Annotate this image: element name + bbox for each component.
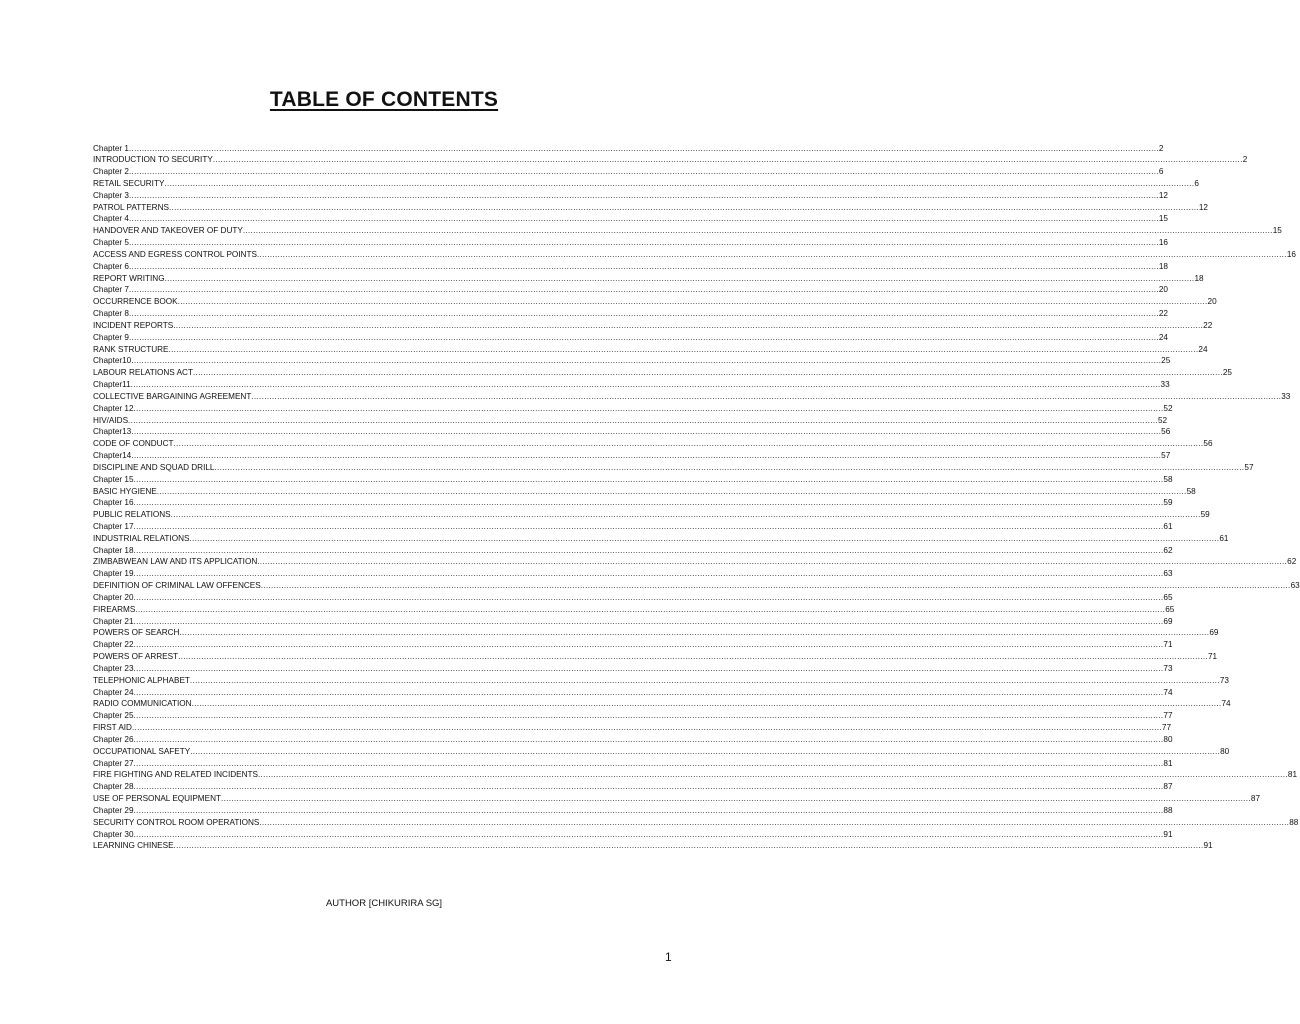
toc-entry-label: Chapter 18 [93, 545, 134, 555]
toc-entry-page: 15 [1272, 226, 1282, 236]
toc-entry-page: 71 [1207, 652, 1218, 662]
toc-entry-label: PATROL PATTERNS [93, 202, 169, 212]
toc-entry-page: 73 [1219, 675, 1229, 685]
toc-leader-dots: ................................................................................................................................................................................................................................................................................................................................................................................................................ [133, 758, 1164, 768]
toc-entry-page: 71 [1163, 640, 1173, 650]
toc-entry-page: 2 [1158, 143, 1164, 153]
toc-entry-page: 16 [1286, 249, 1296, 259]
toc-leader-dots: ................................................................................................................................................................................................................................................................................................................................................................................................................ [128, 143, 1159, 153]
toc-entry-page: 16 [1158, 238, 1168, 248]
toc-leader-dots: ................................................................................................................................................................................................................................................................................................................................................................................................................ [133, 592, 1164, 602]
toc-entry [93, 190, 1168, 202]
toc-leader-dots: ................................................................................................................................................................................................................................................................................................................................................................................................................ [192, 368, 1223, 378]
toc-entry-label: Chapter 5 [93, 238, 129, 248]
toc-entry-page: 24 [1158, 332, 1168, 342]
toc-entry [93, 143, 1164, 155]
toc-entry-page: 59 [1163, 498, 1173, 508]
toc-leader-dots: ................................................................................................................................................................................................................................................................................................................................................................................................................ [173, 320, 1204, 330]
toc-leader-dots: ................................................................................................................................................................................................................................................................................................................................................................................................................ [133, 663, 1164, 673]
toc-leader-dots: ................................................................................................................................................................................................................................................................................................................................................................................................................ [251, 391, 1282, 401]
toc-entry [93, 568, 1173, 580]
toc-entry-page: 59 [1200, 510, 1210, 520]
toc-entry [93, 675, 1229, 687]
toc-entry-label: HIV/AIDS [93, 415, 129, 425]
toc-entry-page: 6 [1194, 178, 1199, 188]
toc-entry-page: 18 [1158, 261, 1168, 271]
toc-leader-dots: ................................................................................................................................................................................................................................................................................................................................................................................................................ [133, 805, 1164, 815]
toc-entry [93, 202, 1208, 214]
toc-entry-page: 20 [1207, 297, 1217, 307]
toc-entry-label: Chapter 2 [93, 167, 129, 177]
toc-entry-label: Chapter14 [93, 451, 132, 461]
toc-entry-page: 80 [1163, 734, 1173, 744]
toc-entry-page: 69 [1209, 628, 1219, 638]
toc-entry-page: 91 [1203, 841, 1213, 851]
toc-leader-dots: ................................................................................................................................................................................................................................................................................................................................................................................................................ [189, 675, 1220, 685]
toc-entry-page: 2 [1242, 155, 1248, 165]
toc-entry-page: 61 [1163, 522, 1173, 531]
toc-entry-label: Chapter 26 [93, 734, 134, 744]
toc-leader-dots: ................................................................................................................................................................................................................................................................................................................................................................................................................ [133, 616, 1164, 626]
toc-entry-label: Chapter 1 [93, 143, 129, 153]
toc-entry-page: 58 [1163, 474, 1173, 484]
toc-leader-dots: ................................................................................................................................................................................................................................................................................................................................................................................................................ [133, 782, 1164, 792]
toc-entry-label: OCCUPATIONAL SAFETY [93, 746, 191, 756]
toc-leader-dots: ................................................................................................................................................................................................................................................................................................................................................................................................................ [128, 415, 1158, 425]
toc-entry-page: 33 [1160, 380, 1170, 390]
toc-leader-dots: ................................................................................................................................................................................................................................................................................................................................................................................................................ [133, 545, 1164, 555]
toc-entry-page: 18 [1194, 273, 1204, 283]
toc-entry [93, 580, 1300, 592]
toc-entry-page: 20 [1158, 285, 1168, 295]
toc-entry-label: Chapter 23 [93, 663, 134, 673]
toc-entry [93, 805, 1173, 817]
toc-entry [93, 533, 1229, 545]
toc-entry [93, 722, 1171, 734]
toc-leader-dots: ................................................................................................................................................................................................................................................................................................................................................................................................................ [133, 498, 1164, 508]
toc-entry-label: Chapter 17 [93, 522, 134, 531]
toc-entry [93, 474, 1173, 486]
toc-entry [93, 391, 1291, 403]
toc-leader-dots: ................................................................................................................................................................................................................................................................................................................................................................................................................ [168, 344, 1199, 354]
toc-entry-label: Chapter 12 [93, 403, 134, 413]
toc-entry-page: 56 [1161, 427, 1171, 437]
toc-entry-label: POWERS OF SEARCH [93, 628, 180, 638]
toc-entry [93, 426, 1171, 438]
toc-entry [93, 486, 1196, 498]
toc-entry-page: 52 [1163, 403, 1173, 413]
toc-entry-label: DISCIPLINE AND SQUAD DRILL [93, 462, 215, 472]
toc-entry-label: LABOUR RELATIONS ACT [93, 368, 193, 378]
toc-entry-page: 57 [1161, 451, 1171, 461]
toc-entry-label: BASIC HYGIENE [93, 486, 157, 496]
toc-entry-page: 52 [1157, 415, 1168, 425]
toc-leader-dots: ................................................................................................................................................................................................................................................................................................................................................................................................................ [191, 699, 1222, 709]
toc-leader-dots: ................................................................................................................................................................................................................................................................................................................................................................................................................ [131, 723, 1162, 733]
toc-leader-dots: ................................................................................................................................................................................................................................................................................................................................................................................................................ [135, 604, 1166, 614]
toc-entry-label: RANK STRUCTURE [93, 344, 169, 354]
toc-leader-dots: ................................................................................................................................................................................................................................................................................................................................................................................................................ [212, 155, 1243, 165]
toc-leader-dots: ................................................................................................................................................................................................................................................................................................................................................................................................................ [133, 734, 1164, 744]
toc-entry-label: INCIDENT REPORTS [93, 320, 174, 330]
toc-entry-page: 81 [1287, 770, 1297, 780]
toc-leader-dots: ................................................................................................................................................................................................................................................................................................................................................................................................................ [260, 581, 1291, 591]
toc-leader-dots: ................................................................................................................................................................................................................................................................................................................................................................................................................ [214, 462, 1245, 472]
toc-entry [93, 344, 1208, 356]
toc-entry-page: 65 [1165, 604, 1175, 614]
toc-entry-page: 56 [1203, 439, 1213, 449]
toc-list [93, 143, 1300, 853]
toc-entry-label: HANDOVER AND TAKEOVER OF DUTY [93, 226, 243, 236]
toc-entry [93, 710, 1173, 722]
toc-entry [93, 320, 1213, 332]
toc-entry-label: Chapter 19 [93, 569, 134, 579]
toc-entry [93, 758, 1173, 770]
toc-leader-dots: ................................................................................................................................................................................................................................................................................................................................................................................................................ [131, 451, 1162, 461]
toc-leader-dots: ................................................................................................................................................................................................................................................................................................................................................................................................................ [190, 746, 1221, 756]
toc-entry-page: 88 [1163, 805, 1173, 815]
toc-entry-label: Chapter 25 [93, 711, 134, 721]
toc-entry [93, 497, 1173, 509]
toc-leader-dots: ................................................................................................................................................................................................................................................................................................................................................................................................................ [133, 640, 1164, 650]
toc-entry-page: 12 [1158, 190, 1168, 200]
toc-leader-dots: ................................................................................................................................................................................................................................................................................................................................................................................................................ [128, 167, 1159, 177]
toc-leader-dots: ................................................................................................................................................................................................................................................................................................................................................................................................................ [133, 474, 1164, 484]
toc-entry [93, 450, 1171, 462]
toc-entry-label: Chapter 20 [93, 592, 134, 602]
toc-entry [93, 817, 1299, 829]
toc-entry-label: Chapter 3 [93, 190, 129, 200]
toc-leader-dots: ................................................................................................................................................................................................................................................................................................................................................................................................................ [170, 510, 1201, 520]
toc-entry-label: Chapter 24 [93, 687, 134, 697]
toc-entry-label: Chapter 21 [93, 616, 134, 626]
toc-leader-dots: ................................................................................................................................................................................................................................................................................................................................................................................................................ [128, 309, 1159, 319]
toc-entry-page: 12 [1198, 202, 1208, 212]
toc-leader-dots: ................................................................................................................................................................................................................................................................................................................................................................................................................ [133, 569, 1164, 579]
toc-entry-label: Chapter11 [93, 380, 131, 390]
toc-leader-dots: ................................................................................................................................................................................................................................................................................................................................................................................................................ [133, 829, 1164, 839]
toc-entry [93, 639, 1173, 651]
toc-entry [93, 687, 1173, 699]
toc-leader-dots: ................................................................................................................................................................................................................................................................................................................................................................................................................ [189, 533, 1220, 543]
toc-entry-page: 22 [1203, 320, 1213, 330]
toc-entry-page: 15 [1158, 214, 1168, 224]
toc-leader-dots: ................................................................................................................................................................................................................................................................................................................................................................................................................ [130, 380, 1161, 390]
toc-entry-page: 22 [1158, 309, 1168, 319]
toc-entry [93, 663, 1173, 675]
toc-entry-label: Chapter13 [93, 427, 132, 437]
toc-entry-label: SECURITY CONTROL ROOM OPERATIONS [93, 817, 260, 827]
toc-entry-label: RADIO COMMUNICATION [93, 699, 192, 709]
toc-leader-dots: ................................................................................................................................................................................................................................................................................................................................................................................................................ [177, 297, 1208, 307]
toc-entry-page: 62 [1287, 557, 1297, 567]
toc-entry [93, 273, 1204, 285]
toc-entry-page: 80 [1220, 746, 1230, 756]
toc-leader-dots: ................................................................................................................................................................................................................................................................................................................................................................................................................ [242, 226, 1273, 236]
toc-leader-dots: ................................................................................................................................................................................................................................................................................................................................................................................................................ [133, 522, 1164, 531]
toc-entry-label: LEARNING CHINESE [93, 841, 174, 851]
toc-leader-dots: ................................................................................................................................................................................................................................................................................................................................................................................................................ [178, 652, 1208, 662]
toc-leader-dots: ................................................................................................................................................................................................................................................................................................................................................................................................................ [179, 628, 1210, 638]
toc-entry-label: FIREARMS [93, 604, 136, 614]
toc-leader-dots: ................................................................................................................................................................................................................................................................................................................................................................................................................ [128, 190, 1159, 200]
toc-leader-dots: ................................................................................................................................................................................................................................................................................................................................................................................................................ [259, 817, 1290, 827]
toc-entry-page: 74 [1163, 687, 1173, 697]
toc-entry [93, 308, 1168, 320]
toc-leader-dots: ................................................................................................................................................................................................................................................................................................................................................................................................................ [173, 439, 1204, 449]
toc-entry-label: ACCESS AND EGRESS CONTROL POINTS [93, 249, 257, 259]
toc-leader-dots: ................................................................................................................................................................................................................................................................................................................................................................................................................ [131, 356, 1162, 366]
toc-entry-label: POWERS OF ARREST [93, 652, 179, 662]
toc-entry [93, 415, 1168, 427]
toc-entry-page: 25 [1161, 356, 1171, 366]
toc-entry [93, 249, 1296, 261]
toc-entry-label: Chapter 8 [93, 309, 129, 319]
toc-leader-dots: ................................................................................................................................................................................................................................................................................................................................................................................................................ [128, 261, 1159, 271]
toc-entry [93, 237, 1168, 249]
toc-entry-page: 61 [1219, 533, 1229, 543]
toc-entry [93, 332, 1168, 344]
toc-entry-label: RETAIL SECURITY [93, 178, 165, 188]
toc-entry [93, 734, 1173, 746]
toc-entry [93, 829, 1173, 841]
toc-entry [93, 840, 1213, 852]
toc-entry-label: Chapter 4 [93, 214, 129, 224]
toc-entry-label: TELEPHONIC ALPHABET [93, 675, 190, 685]
toc-leader-dots: ................................................................................................................................................................................................................................................................................................................................................................................................................ [128, 214, 1159, 224]
toc-entry-page: 33 [1281, 391, 1291, 401]
page-number: 1 [665, 950, 672, 964]
toc-entry-page: 58 [1186, 486, 1196, 496]
toc-leader-dots: ................................................................................................................................................................................................................................................................................................................................................................................................................ [221, 794, 1251, 804]
toc-entry-page: 25 [1222, 368, 1232, 378]
toc-leader-dots: ................................................................................................................................................................................................................................................................................................................................................................................................................ [128, 332, 1159, 342]
toc-entry [93, 509, 1210, 521]
toc-entry-label: FIRE FIGHTING AND RELATED INCIDENTS [93, 770, 258, 780]
toc-entry [93, 462, 1254, 474]
toc-entry-label: Chapter 9 [93, 332, 129, 342]
toc-entry-label: Chapter 16 [93, 498, 134, 508]
toc-entry [93, 604, 1175, 616]
toc-entry [93, 166, 1164, 178]
toc-entry [93, 284, 1168, 296]
toc-entry [93, 781, 1173, 793]
toc-entry-label: PUBLIC RELATIONS [93, 510, 171, 520]
toc-entry [93, 379, 1170, 391]
toc-entry-label: Chapter 6 [93, 261, 129, 271]
toc-entry [93, 616, 1173, 628]
toc-entry [93, 178, 1199, 190]
toc-entry-page: 63 [1290, 581, 1300, 591]
toc-leader-dots: ................................................................................................................................................................................................................................................................................................................................................................................................................ [164, 178, 1195, 188]
toc-entry-page: 69 [1163, 616, 1173, 626]
toc-entry-label: COLLECTIVE BARGAINING AGREEMENT [93, 391, 252, 401]
toc-entry-label: REPORT WRITING [93, 273, 165, 283]
toc-entry-label: FIRST AID [93, 723, 132, 733]
toc-leader-dots: ................................................................................................................................................................................................................................................................................................................................................................................................................ [131, 427, 1162, 437]
toc-entry-label: INTRODUCTION TO SECURITY [93, 155, 213, 165]
toc-leader-dots: ................................................................................................................................................................................................................................................................................................................................................................................................................ [133, 711, 1164, 721]
toc-entry [93, 355, 1171, 367]
toc-entry-label: CODE OF CONDUCT [93, 439, 174, 449]
toc-leader-dots: ................................................................................................................................................................................................................................................................................................................................................................................................................ [156, 486, 1187, 496]
toc-entry-label: DEFINITION OF CRIMINAL LAW OFFENCES [93, 581, 261, 591]
toc-entry [93, 556, 1297, 568]
toc-entry [93, 213, 1168, 225]
toc-entry-label: Chapter 22 [93, 640, 134, 650]
toc-entry-label: Chapter 30 [93, 829, 134, 839]
toc-entry-page: 81 [1163, 758, 1173, 768]
toc-entry [93, 746, 1230, 758]
toc-entry-page: 91 [1163, 829, 1173, 839]
toc-entry-page: 65 [1163, 592, 1173, 602]
toc-entry [93, 367, 1232, 379]
toc-entry-page: 77 [1161, 723, 1171, 733]
toc-entry-page: 63 [1163, 569, 1173, 579]
toc-leader-dots: ................................................................................................................................................................................................................................................................................................................................................................................................................ [168, 202, 1199, 212]
toc-leader-dots: ................................................................................................................................................................................................................................................................................................................................................................................................................ [256, 249, 1287, 259]
author-line: AUTHOR [CHIKURIRA SG] [325, 898, 443, 909]
toc-entry-label: ZIMBABWEAN LAW AND ITS APPLICATION [93, 557, 258, 567]
toc-entry-label: Chapter 27 [93, 758, 134, 768]
toc-leader-dots: ................................................................................................................................................................................................................................................................................................................................................................................................................ [128, 238, 1159, 248]
toc-leader-dots: ................................................................................................................................................................................................................................................................................................................................................................................................................ [257, 557, 1288, 567]
toc-entry-label: Chapter 28 [93, 782, 134, 792]
toc-entry [93, 793, 1261, 805]
toc-entry [93, 403, 1173, 415]
toc-entry-page: 62 [1163, 545, 1173, 555]
toc-entry [93, 261, 1168, 273]
toc-entry-label: INDUSTRIAL RELATIONS [93, 533, 190, 543]
toc-leader-dots: ................................................................................................................................................................................................................................................................................................................................................................................................................ [257, 770, 1288, 780]
toc-entry-page: 73 [1163, 663, 1173, 673]
toc-entry-label: Chapter 15 [93, 474, 134, 484]
toc-leader-dots: ................................................................................................................................................................................................................................................................................................................................................................................................................ [133, 403, 1164, 413]
toc-entry-page: 24 [1198, 344, 1208, 354]
toc-entry [93, 521, 1173, 533]
toc-entry-page: 74 [1221, 699, 1231, 709]
toc-entry-page: 57 [1244, 462, 1254, 472]
toc-entry-label: Chapter10 [93, 356, 132, 366]
toc-entry [93, 438, 1213, 450]
toc-leader-dots: ................................................................................................................................................................................................................................................................................................................................................................................................................ [133, 687, 1164, 697]
toc-entry [93, 225, 1282, 237]
toc-leader-dots: ................................................................................................................................................................................................................................................................................................................................................................................................................ [128, 285, 1159, 295]
toc-entry [93, 769, 1297, 781]
toc-entry-page: 6 [1158, 167, 1164, 177]
toc-entry [93, 296, 1217, 308]
toc-entry [93, 592, 1173, 604]
toc-entry [93, 627, 1219, 639]
toc-entry-page: 88 [1289, 817, 1299, 827]
page-title: TABLE OF CONTENTS [269, 88, 499, 111]
toc-leader-dots: ................................................................................................................................................................................................................................................................................................................................................................................................................ [164, 273, 1195, 283]
toc-entry [93, 698, 1231, 710]
toc-entry-label: OCCURRENCE BOOK [93, 297, 178, 307]
toc-entry-page: 87 [1250, 794, 1261, 804]
toc-entry [93, 545, 1173, 557]
toc-leader-dots: ................................................................................................................................................................................................................................................................................................................................................................................................................ [173, 841, 1204, 851]
toc-entry-page: 77 [1163, 711, 1173, 721]
toc-entry [93, 154, 1248, 166]
toc-entry-label: Chapter 7 [93, 285, 129, 295]
toc-entry [93, 651, 1218, 663]
toc-entry-label: USE OF PERSONAL EQUIPMENT [93, 794, 221, 804]
toc-entry-page: 87 [1163, 782, 1173, 792]
toc-entry-label: Chapter 29 [93, 805, 134, 815]
